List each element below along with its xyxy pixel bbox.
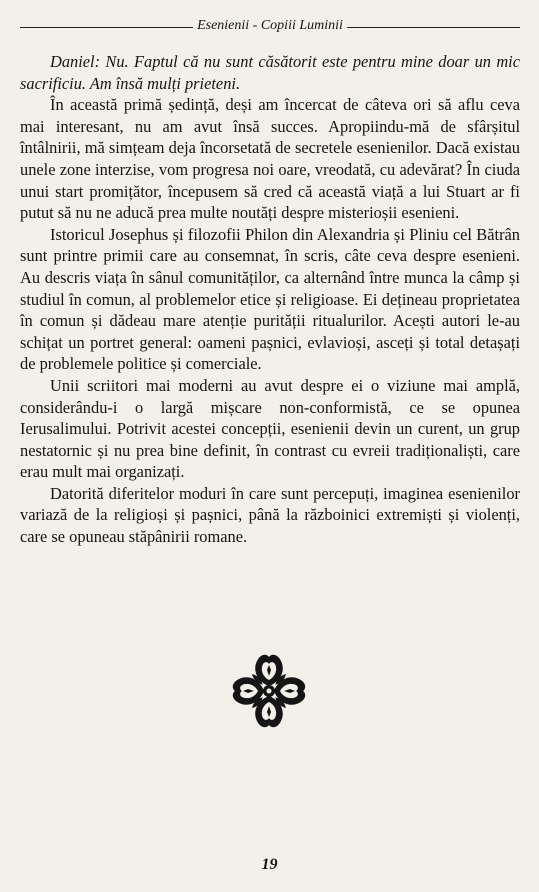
header-rule-right [347, 27, 520, 28]
dialogue-paragraph: Daniel: Nu. Faptul că nu sunt căsătorit este pentru mine doar un mic sacrificiu. Am însă mulți prieteni. [20, 52, 520, 93]
header-rule-left [20, 27, 193, 28]
running-header [20, 6, 520, 36]
body-text [20, 51, 520, 548]
paragraph: Datorită diferitelor moduri în care sunt percepuți, imaginea esenienilor variază de la religioși și pașnici, până la războinici extremiști și violenți, care se opuneau stăpânirii romane. [20, 483, 520, 547]
running-header-title: Esenienii - Copiii Luminii [197, 18, 343, 33]
page-number: 19 [261, 856, 278, 873]
quatrefoil-ornament-icon [228, 650, 310, 732]
paragraph: Unii scriitori mai moderni au avut despre ei o viziune mai amplă, considerându-i o largă mișcare non-conformistă, ce se opunea Ierusalimului. Potrivit acestei concepții, esenienii devin un curent, un grup nestatornic și nu prea bine definit, în contrast cu evreii tradiționaliști, care erau mult mai organizați. [20, 375, 520, 482]
paragraph: În această primă ședință, deși am încercat de câteva ori să aflu ceva mai interesant, nu am avut însă succes. Apropiindu-mă de sfârșitul întâlnirii, mă simțeam deja încorsetată de secretele esenienilor. Dacă existau unele zone interzise, vom progresa noi oare, vreodată, cu adevărat? În ciuda unui start promițător, începusem să cred că această viață a lui Stuart ar fi putut să nu ne aducă prea multe noutăți despre misterioșii esenieni. [20, 95, 520, 223]
paragraph: Istoricul Josephus și filozofii Philon din Alexandria și Pliniu cel Bătrân sunt printre primii care au consemnat, în scris, câte ceva despre esenieni. Au descris viața în sânul comunităților, ca alternând între munca la câmp și studiul în comun, al problemelor etice și religioase. Ei dețineau proprietatea în comun și dădeau mare atenție purității ritualurilor. Acești autori le-au schițat un portret general: oameni pașnici, evlavioși, asceți și total detașați de problemele politice și comerciale. [20, 224, 520, 374]
